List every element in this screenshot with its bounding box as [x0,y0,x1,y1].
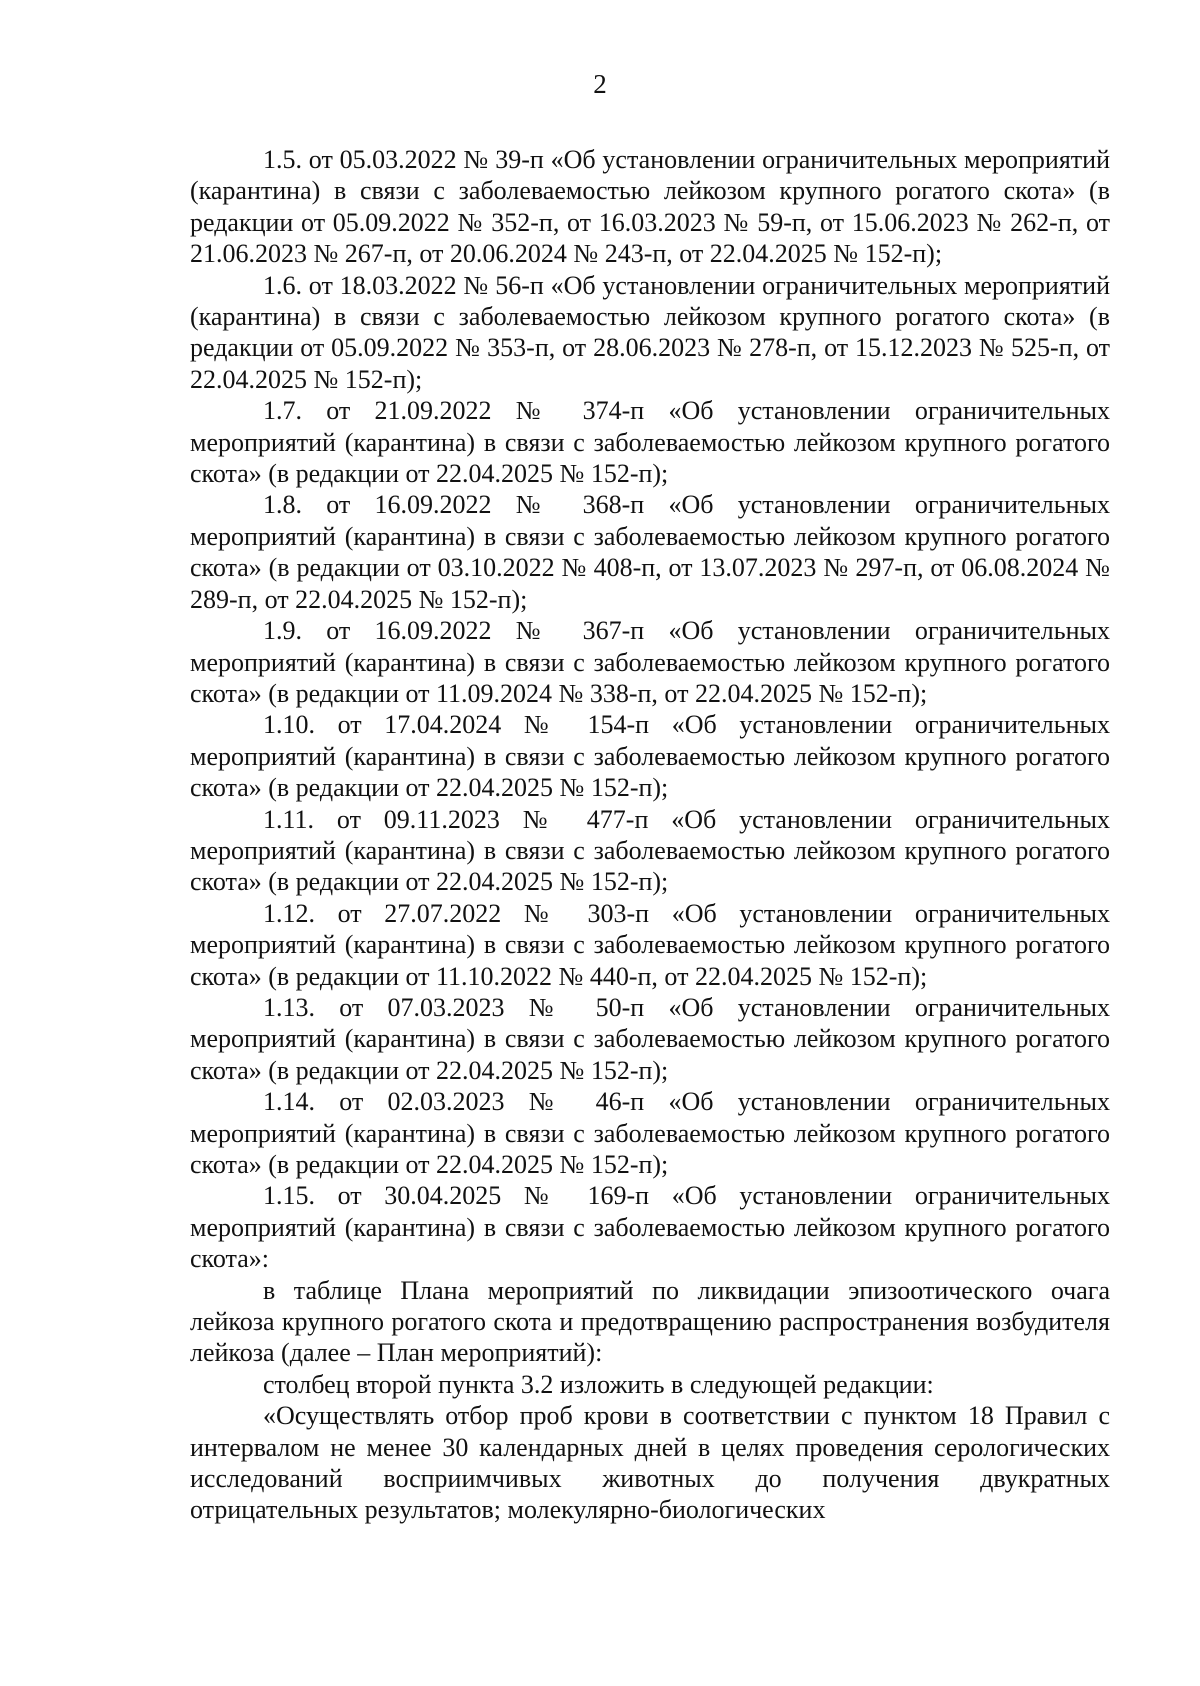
paragraph-1-10: 1.10. от 17.04.2024 № 154-п «Об установлении ограничительных мероприятий (карантина) в связи с заболеваемостью лейкозом крупного рогатого скота» (в редакции от 22.04.2025 № 152-п); [190,710,1110,803]
paragraph-1-8: 1.8. от 16.09.2022 № 368-п «Об установлении ограничительных мероприятий (карантина) в связи с заболеваемостью лейкозом крупного рогатого скота» (в редакции от 03.10.2022 № 408-п, от 13.07.2023 № 297-п, от 06.08.2024 № 289-п, от 22.04.2025 № 152-п); [190,490,1110,614]
paragraph-1-9: 1.9. от 16.09.2022 № 367-п «Об установлении ограничительных мероприятий (карантина) в связи с заболеваемостью лейкозом крупного рогатого скота» (в редакции от 11.09.2024 № 338-п, от 22.04.2025 № 152-п); [190,616,1110,708]
page-number: 2 [593,69,607,99]
paragraph-1-13: 1.13. от 07.03.2023 № 50-п «Об установлении ограничительных мероприятий (карантина) в связи с заболеваемостью лейкозом крупного рогатого скота» (в редакции от 22.04.2025 № 152-п); [190,992,1110,1085]
paragraph-1-11: 1.11. от 09.11.2023 № 477-п «Об установлении ограничительных мероприятий (карантина) в связи с заболеваемостью лейкозом крупного рогатого скота» (в редакции от 22.04.2025 № 152-п); [190,804,1110,897]
paragraph-1-5: 1.5. от 05.03.2022 № 39-п «Об установлении ограничительных мероприятий (карантина) в связи с заболеваемостью лейкозом крупного рогатого скота» (в редакции от 05.09.2022 № 352-п, от 16.03.2023 № 59-п, от 15.06.2023 № 262-п, от 21.06.2023 № 267-п, от 20.06.2024 № 243-п, от 22.04.2025 № 152-п); [190,145,1110,269]
paragraph-column-instruction: столбец второй пункта 3.2 изложить в следующей редакции: [263,1369,934,1399]
paragraph-1-6: 1.6. от 18.03.2022 № 56-п «Об установлении ограничительных мероприятий (карантина) в связи с заболеваемостью лейкозом крупного рогатого скота» (в редакции от 05.09.2022 № 353-п, от 28.06.2023 № 278-п, от 15.12.2023 № 525-п, от 22.04.2025 № 152-п); [190,270,1110,394]
paragraph-1-7: 1.7. от 21.09.2022 № 374-п «Об установлении ограничительных мероприятий (карантина) в связи с заболеваемостью лейкозом крупного рогатого скота» (в редакции от 22.04.2025 № 152-п); [190,396,1110,489]
document-body [190,144,1110,1526]
paragraph-new-wording: «Осуществлять отбор проб крови в соответствии с пунктом 18 Правил с интервалом не менее 30 календарных дней в целях проведения серологических исследований восприимчивых животных до получения двукратных отрицательных результатов; молекулярно-биологических [190,1401,1110,1525]
paragraph-1-12: 1.12. от 27.07.2022 № 303-п «Об установлении ограничительных мероприятий (карантина) в связи с заболеваемостью лейкозом крупного рогатого скота» (в редакции от 11.10.2022 № 440-п, от 22.04.2025 № 152-п); [190,898,1110,991]
paragraph-plan-table: в таблице Плана мероприятий по ликвидации эпизоотического очага лейкоза крупного рогатого скота и предотвращению распространения возбудителя лейкоза (далее – План мероприятий): [190,1275,1110,1368]
paragraph-1-15: 1.15. от 30.04.2025 № 169-п «Об установлении ограничительных мероприятий (карантина) в связи с заболеваемостью лейкозом крупного рогатого скота»: [190,1181,1110,1274]
paragraph-1-14: 1.14. от 02.03.2023 № 46-п «Об установлении ограничительных мероприятий (карантина) в связи с заболеваемостью лейкозом крупного рогатого скота» (в редакции от 22.04.2025 № 152-п); [190,1087,1110,1179]
